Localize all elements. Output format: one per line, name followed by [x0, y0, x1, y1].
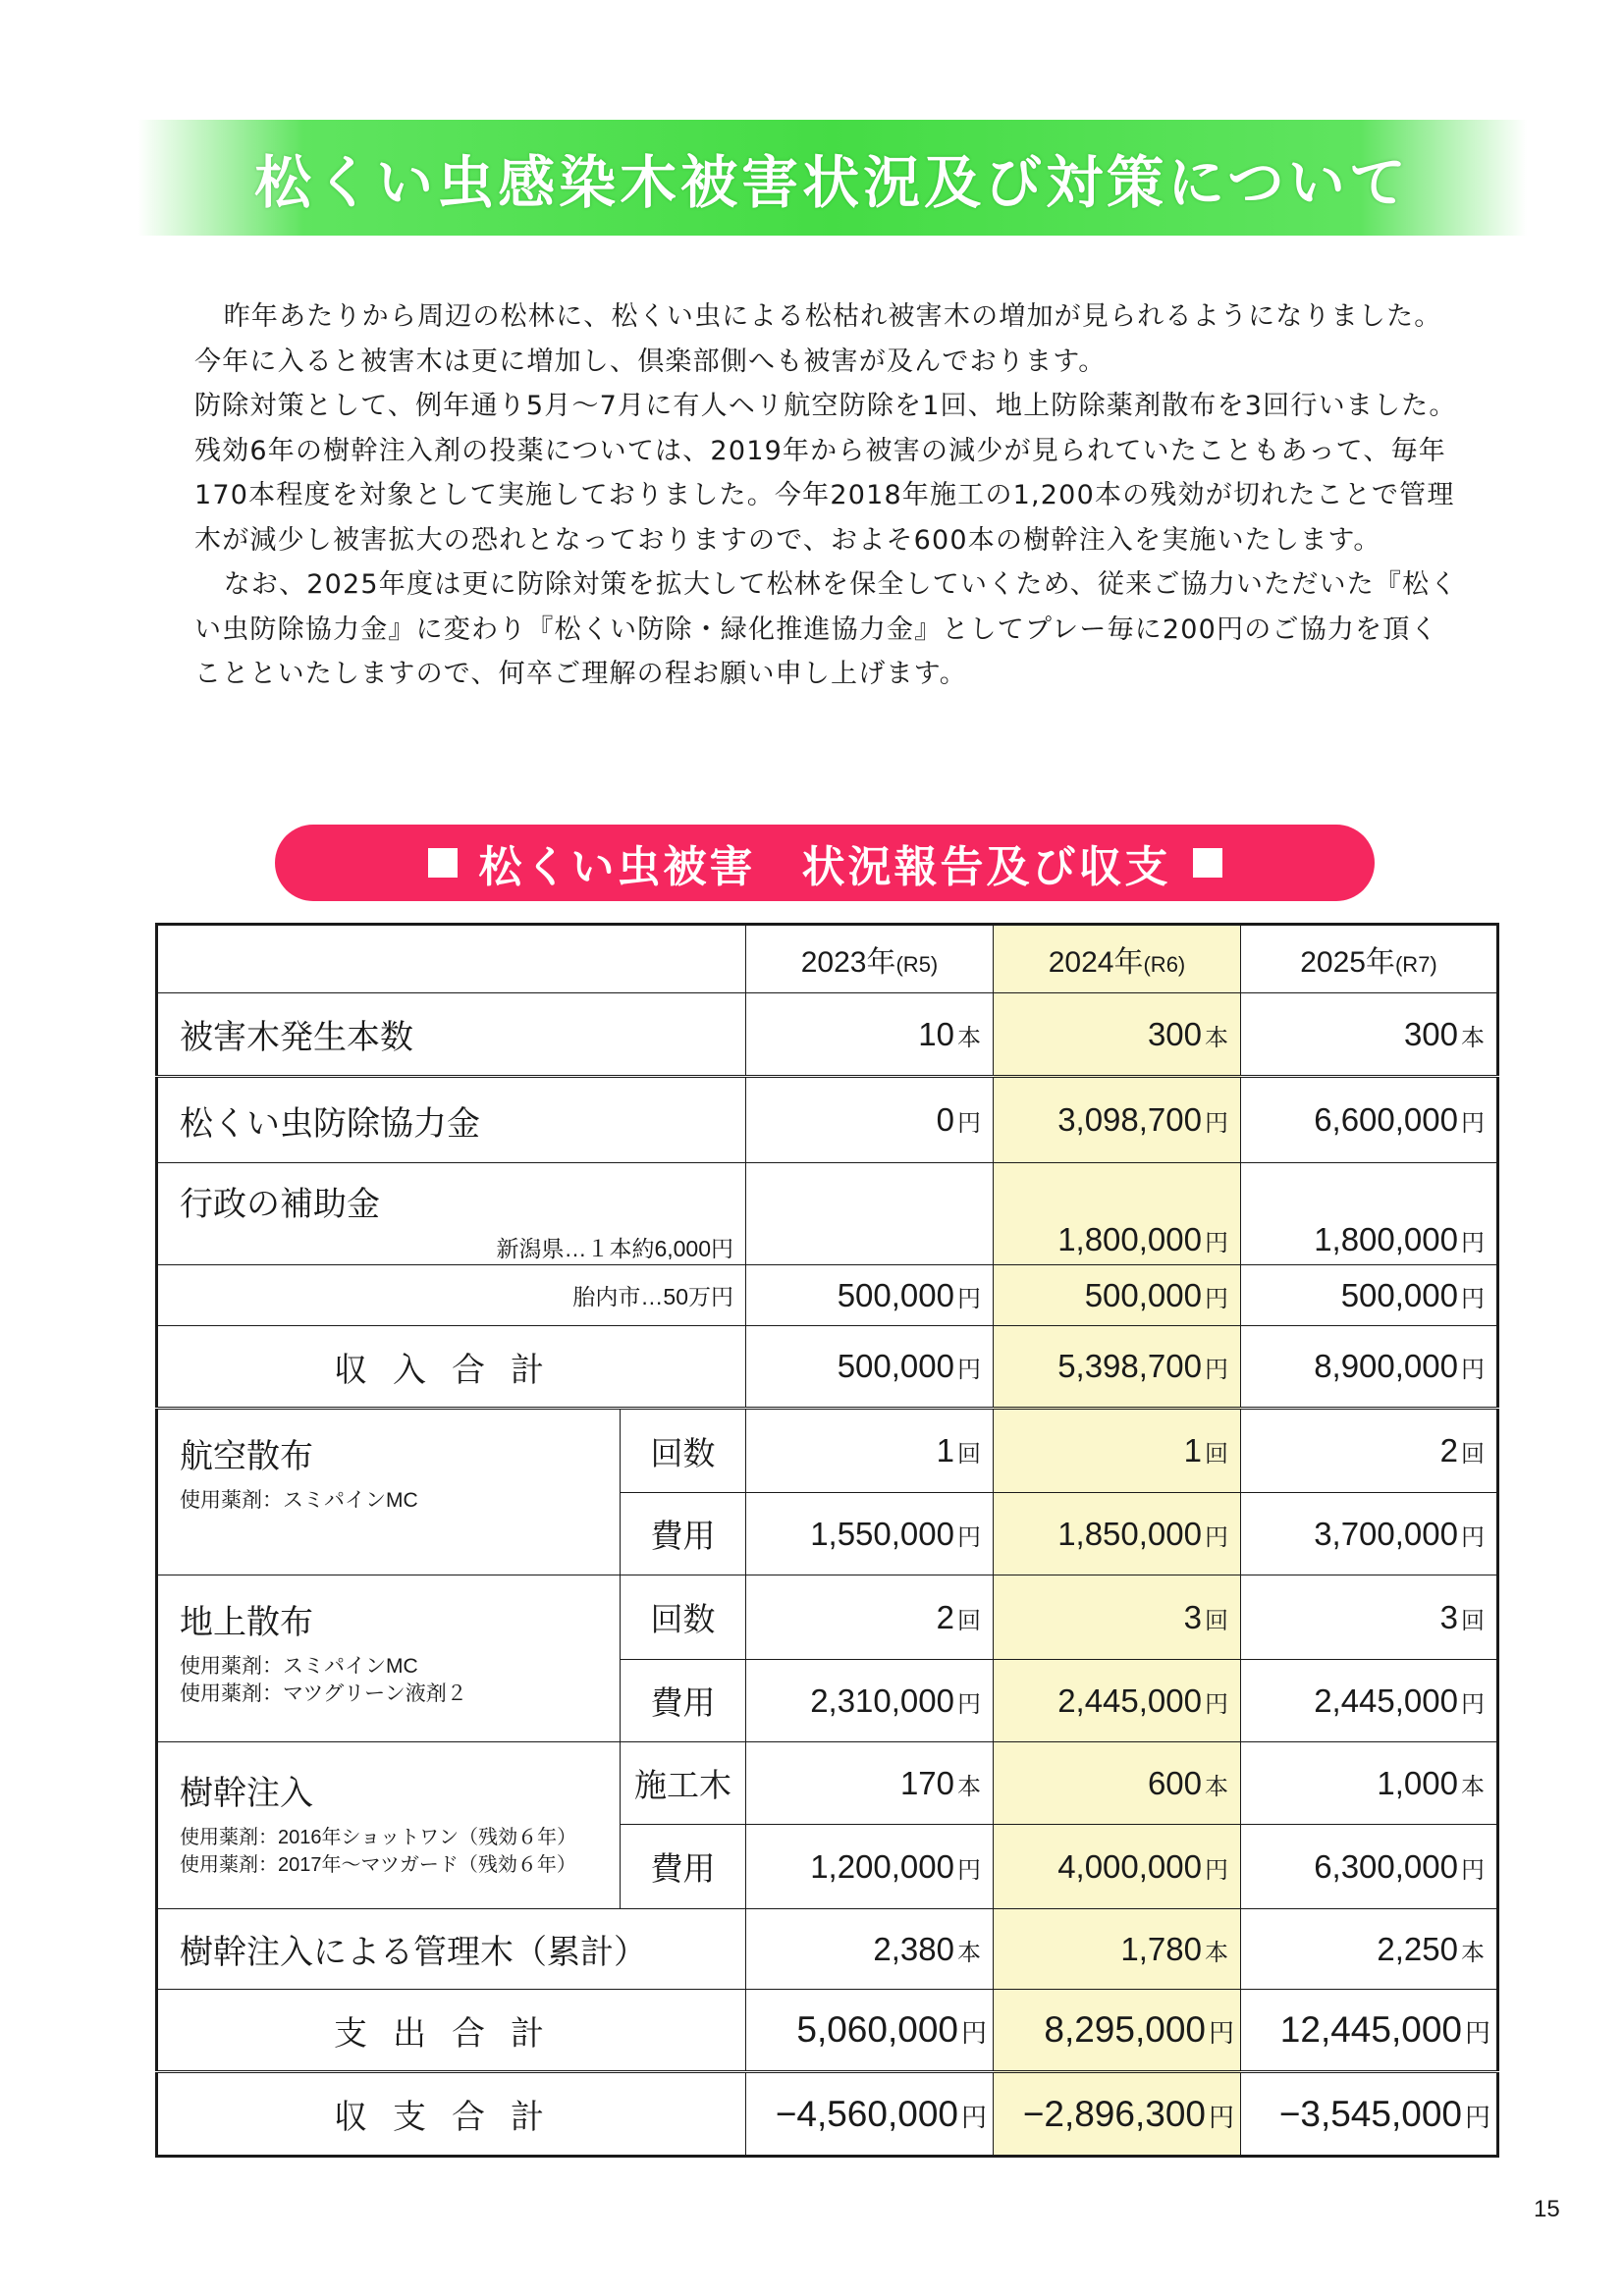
aerial-cost-row: 費用 1,550,000 円 1,850,000 円 3,700,000 円: [157, 1493, 1498, 1575]
subsidy-label-cell: [157, 1163, 746, 1265]
row-label: 支出合計: [157, 1990, 746, 2072]
sub-label: 費用: [621, 1825, 746, 1909]
row-label: 被害木発生本数: [157, 993, 746, 1077]
sub-label: 費用: [621, 1493, 746, 1575]
section-title: 松くい虫被害 状況報告及び収支: [478, 842, 1171, 892]
header-row: [157, 925, 1498, 993]
row-label: 収入合計: [157, 1326, 746, 1409]
page-title: 松くい虫感染木被害状況及び対策について: [254, 149, 1410, 216]
expense-total-row: 支出合計 5,060,000 円 8,295,000 円 12,445,000 円: [157, 1990, 1498, 2072]
header-blank: [157, 925, 746, 993]
ground-cost-row: 費用 2,310,000 円 2,445,000 円 2,445,000 円: [157, 1660, 1498, 1742]
aerial-count-row: 航空散布 使用薬剤：スミパインMC 回数 1 回 1 回 2 回: [157, 1409, 1498, 1493]
paragraph-2: 防除対策として、例年通り5月～7月に有人ヘリ航空防除を1回、地上防除薬剤散布を3回行いました。残効6年の樹幹注入剤の投薬については、2019年から被害の減少が見られていたこともあって、毎年170本程度を対象として実施しておりました。今年2018年施工の1,200本の残効が切れたことで管理木が減少し被害拡大の恐れとなっておりますので、およそ600本の樹幹注入を実施いたします。: [194, 391, 1457, 556]
intro-text: [194, 294, 1461, 697]
damaged-trees-row: 被害木発生本数 10 本 300 本 300 本: [157, 993, 1498, 1077]
year-2024: 2024年(R6): [994, 925, 1241, 993]
subsidy-city-row: 胎内市…50万円 500,000 円 500,000 円 500,000 円: [157, 1265, 1498, 1326]
sub-label: 費用: [621, 1660, 746, 1742]
income-total-row: 収入合計 500,000 円 5,398,700 円 8,900,000 円: [157, 1326, 1498, 1409]
chemical-notes: 使用薬剤：スミパインMC 使用薬剤：マツグリーン液剤２: [180, 1655, 467, 1705]
sub-label: 回数: [621, 1409, 746, 1493]
row-label: 行政の補助金: [180, 1186, 380, 1223]
ground-label-cell: [157, 1575, 621, 1742]
injection-trees-row: 樹幹注入 使用薬剤：2016年ショットワン（残効６年） 使用薬剤：2017年～マツガード（残効６年） 施工木 170 本 600 本 1,000 本: [157, 1742, 1498, 1825]
balance-total-row: 収支合計 −4,560,000 円 −2,896,300 円 −3,545,000 円: [157, 2072, 1498, 2157]
managed-trees-row: 樹幹注入による管理木（累計） 2,380 本 1,780 本 2,250 本: [157, 1909, 1498, 1990]
row-label: 地上散布: [180, 1604, 313, 1641]
sub-label: 施工木: [621, 1742, 746, 1825]
sub-label: 新潟県…１本約6,000円: [496, 1236, 733, 1261]
paragraph-3: なお、2025年度は更に防除対策を拡大して松林を保全していくため、従来ご協力いただいた『松くい虫防除協力金』に変わり『松くい防除・緑化推進協力金』としてプレー毎に200円のご協力を頂くことといたしますので、何卒ご理解の程お願い申し上げます。: [194, 569, 1458, 689]
year-2025: 2025年(R7): [1241, 925, 1498, 993]
subsidy-pref-row: 行政の補助金 新潟県…１本約6,000円 1,800,000 円 1,800,000 円: [157, 1163, 1498, 1265]
cooperation-fee-row: 松くい虫防除協力金 0 円 3,098,700 円 6,600,000 円: [157, 1077, 1498, 1163]
square-bullet-icon: [1193, 848, 1222, 878]
row-label: 松くい虫防除協力金: [157, 1077, 746, 1163]
year-2023: 2023年(R5): [746, 925, 994, 993]
injection-label-cell: [157, 1742, 621, 1909]
injection-cost-row: 費用 1,200,000 円 4,000,000 円 6,300,000 円: [157, 1825, 1498, 1909]
row-label: 樹幹注入による管理木（累計）: [157, 1909, 746, 1990]
title-banner: [137, 120, 1527, 236]
report-table: [155, 923, 1499, 2158]
sub-label: 胎内市…50万円: [157, 1265, 746, 1326]
page-number: 15: [1534, 2196, 1560, 2222]
square-bullet-icon: [428, 848, 458, 878]
row-label: 収支合計: [157, 2072, 746, 2157]
section-heading: [275, 825, 1375, 901]
aerial-label-cell: [157, 1409, 621, 1575]
row-label: 航空散布: [180, 1438, 313, 1475]
row-label: 樹幹注入: [180, 1775, 313, 1812]
sub-label: 回数: [621, 1575, 746, 1660]
paragraph-1: 昨年あたりから周辺の松林に、松くい虫による松枯れ被害木の増加が見られるようになりました。今年に入ると被害木は更に増加し、倶楽部側へも被害が及んでおります。: [194, 301, 1442, 377]
ground-count-row: 地上散布 使用薬剤：スミパインMC 使用薬剤：マツグリーン液剤２ 回数 2 回 3 回 3 回: [157, 1575, 1498, 1660]
chemical-note: 使用薬剤：スミパインMC: [180, 1489, 418, 1512]
chemical-notes: 使用薬剤：2016年ショットワン（残効６年） 使用薬剤：2017年～マツガード（残効６年）: [180, 1827, 577, 1876]
